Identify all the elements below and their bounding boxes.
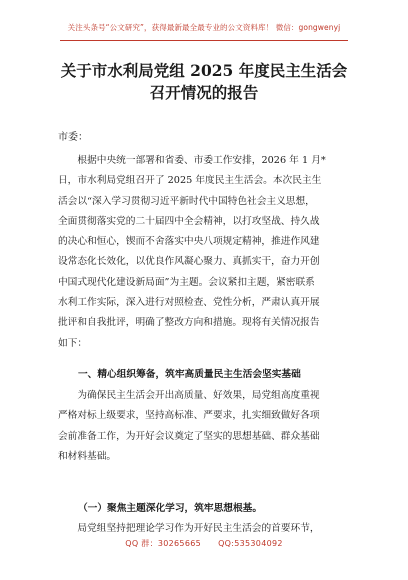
subsection-heading-1: （一）聚焦主题深化学习，筑牢思想根基。 (78, 503, 263, 514)
text-line: 为确保民主生活会开出高质量、好效果，局党组高度重视 (77, 390, 320, 401)
text-line: 和材料基础。 (58, 450, 117, 462)
text-line: 水利工作实际，深入进行对照检查、党性分析，严肃认真开展 (58, 297, 320, 309)
text-line: 如下： (58, 337, 88, 349)
document-title (40, 60, 368, 104)
title-line-2: 召开情况的报告 (149, 83, 259, 102)
salutation: 市委： (58, 132, 88, 143)
text-line: 日，市水利局党组召开了 2025 年度民主生活会。本次民主生 (58, 175, 322, 187)
text-line: 活会以“深入学习贯彻习近平新时代中国特色社会主义思想， (58, 195, 315, 207)
text-line: 根据中央统一部署和省委、市委工作安排，2026 年 1 月* (77, 155, 326, 166)
text-line: 会前准备工作，为开好会议奠定了坚实的思想基础、群众基础 (58, 430, 320, 442)
paragraph-subsection1 (58, 519, 350, 539)
text-line: 批评和自我批评，明确了整改方向和措施。现将有关情况报告 (58, 317, 320, 329)
title-line-1: 关于市水利局党组 2025 年度民主生活会 (60, 61, 348, 80)
header-notice: 关注头条号“公文研究”，获得最新最全最专业的公文资料库！ 微信：gongwenyj (67, 23, 341, 32)
text-line: 设常态化长效化，以优良作风凝心聚力、真抓实干，奋力开创 (58, 256, 320, 268)
footer-contact (0, 538, 408, 549)
paragraph-intro (58, 151, 350, 354)
qq-group: QQ 群：30265665 (125, 539, 201, 548)
header-divider (60, 40, 348, 41)
section-heading-1: 一、精心组织筹备，筑牢高质量民主生活会坚实基础 (78, 369, 301, 380)
text-line: 局党组坚持把理论学习作为开好民主生活会的首要环节， (77, 523, 320, 534)
qq-number: QQ:535304092 (218, 539, 283, 548)
text-line: 中国式现代化建设新局面”为主题。会议紧扣主题，紧密联系 (58, 276, 315, 288)
text-line: 全面贯彻落实党的二十届四中全会精神，以打攻坚战、持久战 (58, 215, 320, 227)
paragraph-section1 (58, 386, 350, 467)
text-line: 严格对标上级要求，坚持高标准、严要求，扎实细致做好各项 (58, 410, 320, 422)
text-line: 的决心和恒心，锲而不舍落实中央八项规定精神，推进作风建 (58, 236, 320, 248)
